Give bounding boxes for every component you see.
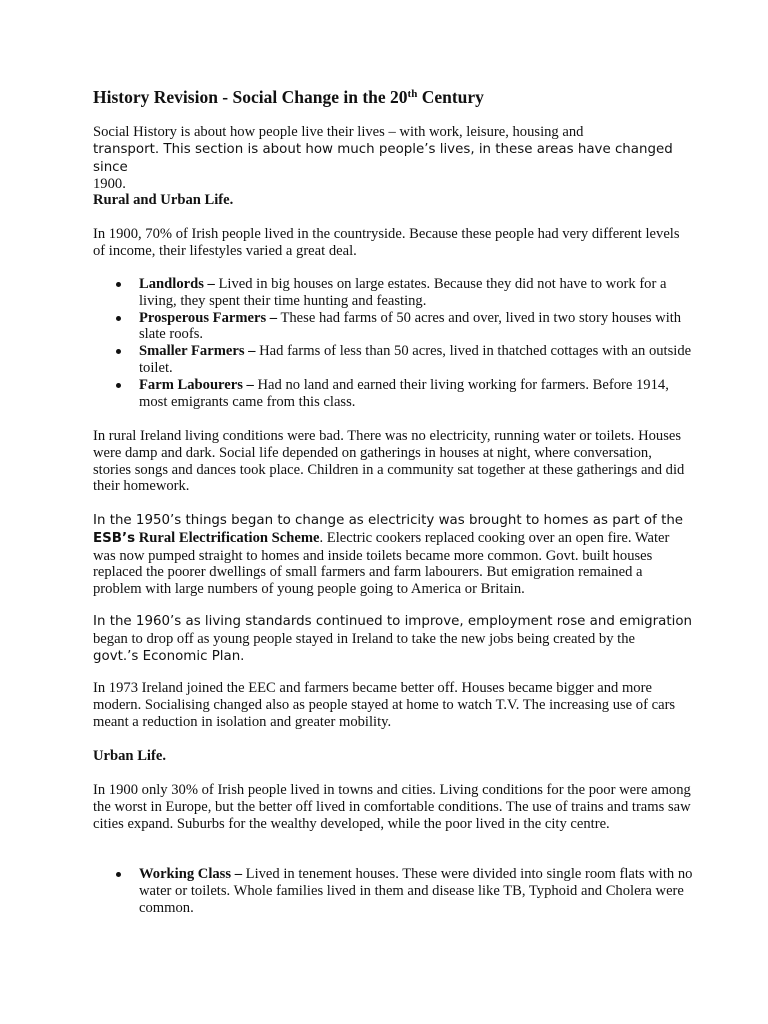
p1950-rest: . Electric cookers replaced cooking over an open fire. Water was now pumped straight to homes and inside toilets became more common. Govt. built houses replaced the poorer dwellings of small farmers and farm labourers. But emigration remained a problem with large numbers of young people going to America or Britain. bbox=[93, 529, 670, 598]
paragraph-1960s bbox=[93, 613, 693, 665]
bullet-term: Farm Labourers – bbox=[139, 376, 254, 393]
title-superscript: th bbox=[407, 88, 418, 100]
bullet-icon bbox=[116, 282, 121, 287]
p1950-scheme: Rural Electrification Scheme bbox=[138, 529, 320, 546]
p1950-esb: ESB’s bbox=[93, 530, 136, 546]
page-title bbox=[93, 86, 484, 108]
bullet-term: Prosperous Farmers – bbox=[139, 309, 278, 326]
rural-intro-paragraph: In 1900, 70% of Irish people lived in the countryside. Because these people had very different levels of income, their lifestyles varied a great deal. bbox=[93, 226, 680, 259]
bullet-icon bbox=[116, 349, 121, 354]
list-item bbox=[93, 343, 693, 377]
urban-bullet-list bbox=[93, 866, 693, 916]
list-item bbox=[93, 377, 693, 411]
bullet-term: Smaller Farmers – bbox=[139, 343, 256, 360]
bullet-icon bbox=[116, 872, 121, 877]
paragraph-1950s bbox=[93, 512, 693, 598]
bullet-text: Lived in big houses on large estates. Because they did not have to work for a living, they spent their time hunting and feasting. bbox=[139, 276, 667, 309]
bullet-term: Working Class – bbox=[139, 866, 242, 882]
p1960-line-1: In the 1960’s as living standards continued to improve, employment rose and emigration bbox=[93, 614, 692, 629]
list-item bbox=[93, 310, 693, 344]
p1950-lead: In the 1950’s things began to change as electricity was brought to homes as part of the bbox=[93, 513, 684, 528]
urban-heading: Urban Life. bbox=[93, 748, 166, 764]
urban-intro-paragraph: In 1900 only 30% of Irish people lived in towns and cities. Living conditions for the poor were among the worst in Europe, but the better off lived in comfortable conditions. The use of trains and trams saw cities expand. Suburbs for the wealthy developed, while the poor lived in the city centre. bbox=[93, 782, 691, 832]
bullet-text: These had farms of 50 acres and over, lived in two story houses with slate roofs. bbox=[139, 309, 682, 343]
list-item bbox=[93, 866, 693, 916]
bullet-icon bbox=[116, 383, 121, 388]
rural-conditions-paragraph: In rural Ireland living conditions were bad. There was no electricity, running water or toilets. Houses were damp and dark. Social life depended on gatherings in houses at night, where conversation, stories songs and dances took place. Children in a community sat together at these gatherings and did their homework. bbox=[93, 428, 685, 495]
title-suffix: Century bbox=[417, 87, 484, 107]
p1960-line-2: began to drop off as young people stayed in Ireland to take the new jobs being created by the bbox=[93, 630, 635, 647]
bullet-text: Had no land and earned their living working for farmers. Before 1914, most emigrants came from this class. bbox=[139, 376, 669, 410]
intro-line-3: 1900. bbox=[93, 176, 126, 193]
paragraph-1973: In 1973 Ireland joined the EEC and farmers became better off. Houses became bigger and more modern. Socialising changed also as people stayed at home to watch T.V. The increasing use of cars meant a reduction in isolation and greater mobility. bbox=[93, 680, 676, 730]
bullet-term: Landlords – bbox=[139, 276, 215, 292]
intro-paragraph bbox=[93, 124, 693, 193]
intro-line-1: Social History is about how people live their lives – with work, leisure, housing and bbox=[93, 124, 584, 140]
p1960-line-3: govt.’s Economic Plan. bbox=[93, 648, 245, 664]
bullet-icon bbox=[116, 316, 121, 321]
rural-bullet-list bbox=[93, 276, 693, 410]
list-item bbox=[93, 276, 693, 310]
bullet-text: Had farms of less than 50 acres, lived in thatched cottages with an outside toilet. bbox=[139, 343, 692, 376]
rural-heading: Rural and Urban Life. bbox=[93, 192, 234, 208]
intro-line-2: transport. This section is about how much people’s lives, in these areas have changed since bbox=[93, 141, 673, 175]
title-text: History Revision - Social Change in the 20 bbox=[93, 87, 408, 107]
bullet-text: Lived in tenement houses. These were divided into single room flats with no water or toilets. Whole families lived in them and disease like TB, Typhoid and Cholera were common. bbox=[139, 866, 693, 916]
